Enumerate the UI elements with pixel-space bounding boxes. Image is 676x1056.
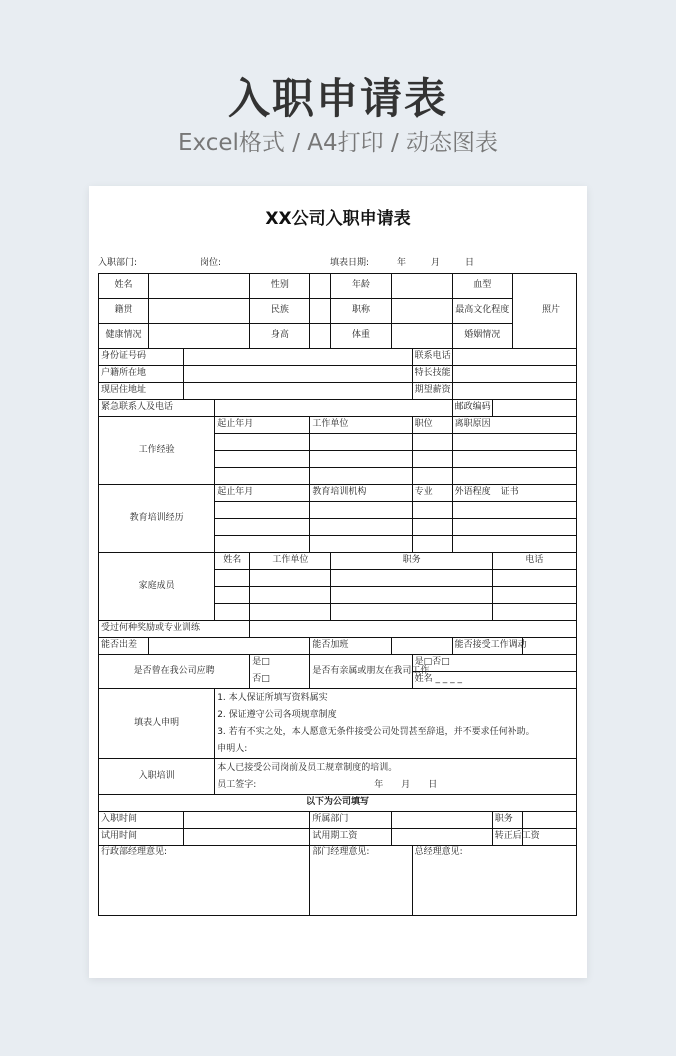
applied-no-option[interactable]: 否□ <box>250 672 310 689</box>
marriage-label: 婚姻情况 <box>452 324 512 349</box>
training-sign-row[interactable] <box>217 777 574 794</box>
table-row <box>99 795 577 812</box>
family-name-cell[interactable] <box>215 570 250 587</box>
salary-field[interactable] <box>452 383 576 400</box>
table-row <box>99 400 577 417</box>
overtime-field[interactable] <box>391 638 452 655</box>
work-job-cell[interactable] <box>412 468 452 485</box>
work-period-cell[interactable] <box>215 468 310 485</box>
month-label: 月 <box>431 258 441 268</box>
ethnic-label: 民族 <box>250 299 310 324</box>
work-unit-cell[interactable] <box>310 451 412 468</box>
training-year: 年 <box>374 780 384 790</box>
family-unit-cell[interactable] <box>250 604 331 621</box>
table-row <box>99 689 577 759</box>
application-form-table <box>98 273 577 916</box>
company-section-header: 以下为公司填写 <box>99 795 577 812</box>
table-row <box>99 324 577 349</box>
trial-pay-field[interactable] <box>391 829 492 846</box>
age-field[interactable] <box>391 274 452 299</box>
entry-time-field[interactable] <box>184 812 310 829</box>
emergency-label: 紧急联系人及电话 <box>99 400 215 417</box>
travel-field[interactable] <box>149 638 310 655</box>
table-row <box>99 759 577 795</box>
declare-line-2: 2. 保证遵守公司各项规章制度 <box>217 710 337 720</box>
edu-period-cell[interactable] <box>215 519 310 536</box>
hukou-field[interactable] <box>184 366 412 383</box>
table-row <box>99 349 577 366</box>
trial-time-label: 试用时间 <box>99 829 184 846</box>
family-phone-cell[interactable] <box>492 604 576 621</box>
family-duty-cell[interactable] <box>331 587 492 604</box>
admin-opinion-field[interactable]: 行政部经理意见: <box>99 846 310 916</box>
edu-lang-cert-header <box>452 485 576 502</box>
dept-field[interactable] <box>391 812 492 829</box>
education-label: 最高文化程度 <box>452 299 512 324</box>
applied-yes-option[interactable]: 是□ <box>250 655 310 672</box>
dept-label: 入职部门: <box>98 258 138 268</box>
hukou-label: 户籍所在地 <box>99 366 184 383</box>
relatives-yes-no-option[interactable]: 是□否□ <box>412 655 576 672</box>
declare-content <box>215 689 577 759</box>
trial-pay-label: 试用期工资 <box>310 829 391 846</box>
table-row <box>99 553 577 570</box>
gender-label: 性别 <box>250 274 310 299</box>
id-number-field[interactable] <box>184 349 412 366</box>
edu-org-cell[interactable] <box>310 502 412 519</box>
trial-time-field[interactable] <box>184 829 310 846</box>
travel-label: 能否出差 <box>99 638 149 655</box>
ethnic-field[interactable] <box>310 299 331 324</box>
leave-reason-header: 离职原因 <box>452 417 576 434</box>
family-phone-cell[interactable] <box>492 570 576 587</box>
family-name-header: 姓名 <box>215 553 250 570</box>
edu-org-cell[interactable] <box>310 519 412 536</box>
edu-period-cell[interactable] <box>215 536 310 553</box>
edu-org-cell[interactable] <box>310 536 412 553</box>
transfer-label: 能否接受工作调动 <box>452 638 522 655</box>
family-phone-cell[interactable] <box>492 587 576 604</box>
edu-lang-cell[interactable] <box>452 536 576 553</box>
work-period-header: 起止年月 <box>215 417 310 434</box>
gm-opinion-field[interactable]: 总经理意见: <box>412 846 576 916</box>
overtime-label: 能否加班 <box>310 638 391 655</box>
age-label: 年龄 <box>331 274 391 299</box>
relatives-name-field[interactable]: 姓名 _ _ _ _ <box>412 672 576 689</box>
table-row <box>99 299 577 324</box>
weight-label: 体重 <box>331 324 391 349</box>
work-unit-header: 工作单位 <box>310 417 412 434</box>
awards-field[interactable] <box>250 621 577 638</box>
name-label: 姓名 <box>99 274 149 299</box>
form-header-row <box>98 255 578 269</box>
awards-label: 受过何种奖励或专业训练 <box>99 621 250 638</box>
training-sign: 员工签字: <box>217 780 257 790</box>
emergency-field[interactable] <box>215 400 452 417</box>
position-label: 岗位: <box>200 258 222 268</box>
work-period-cell[interactable] <box>215 434 310 451</box>
postcode-field[interactable] <box>492 400 576 417</box>
address-label: 现居住地址 <box>99 383 184 400</box>
family-name-cell[interactable] <box>215 604 250 621</box>
relatives-label: 是否有亲属或朋友在我司工作 <box>310 655 412 689</box>
duty-label: 职务 <box>492 812 522 829</box>
leave-reason-cell[interactable] <box>452 434 576 451</box>
hero-subtitle: Excel格式 / A4打印 / 动态图表 <box>177 130 499 156</box>
training-day: 日 <box>428 780 438 790</box>
id-number-label: 身份证号码 <box>99 349 184 366</box>
training-text: 本人已接受公司岗前及员工规章制度的培训。 <box>217 763 398 773</box>
blood-label: 血型 <box>452 274 512 299</box>
address-field[interactable] <box>184 383 412 400</box>
table-row <box>99 655 577 672</box>
declare-line-3: 3. 若有不实之处，本人愿意无条件接受公司处罚甚至辞退，并不要求任何补助。 <box>217 727 535 737</box>
family-unit-header: 工作单位 <box>250 553 331 570</box>
edu-major-cell[interactable] <box>412 536 452 553</box>
training-label: 入职培训 <box>99 759 215 795</box>
table-row <box>99 274 577 299</box>
declare-line-1: 1. 本人保证所填写资料属实 <box>217 693 328 703</box>
skills-label: 特长技能 <box>412 366 452 383</box>
table-row <box>99 812 577 829</box>
edu-major-header: 专业 <box>412 485 452 502</box>
postcode-label: 邮政编码 <box>452 400 492 417</box>
dept-label: 所属部门 <box>310 812 391 829</box>
fill-date-label: 填表日期: <box>330 258 370 268</box>
edu-lang-cell[interactable] <box>452 502 576 519</box>
work-period-cell[interactable] <box>215 451 310 468</box>
table-row <box>99 485 577 502</box>
native-label: 籍贯 <box>99 299 149 324</box>
dept-opinion-field[interactable]: 部门经理意见: <box>310 846 412 916</box>
year-label: 年 <box>397 258 407 268</box>
table-row <box>99 417 577 434</box>
transfer-field[interactable] <box>522 638 576 655</box>
health-label: 健康情况 <box>99 324 149 349</box>
regular-pay-label: 转正后工资 <box>492 829 522 846</box>
name-field[interactable] <box>149 274 250 299</box>
edu-org-header: 教育培训机构 <box>310 485 412 502</box>
form-title: XX公司入职申请表 <box>265 209 411 229</box>
edu-period-cell[interactable] <box>215 502 310 519</box>
family-section-label: 家庭成员 <box>99 553 215 621</box>
leave-reason-cell[interactable] <box>452 468 576 485</box>
family-duty-cell[interactable] <box>331 604 492 621</box>
work-job-cell[interactable] <box>412 451 452 468</box>
family-name-cell[interactable] <box>215 587 250 604</box>
native-field[interactable] <box>149 299 250 324</box>
height-label: 身高 <box>250 324 310 349</box>
skills-field[interactable] <box>452 366 576 383</box>
leave-reason-cell[interactable] <box>452 451 576 468</box>
declare-label: 填表人申明 <box>99 689 215 759</box>
height-field[interactable] <box>310 324 331 349</box>
photo-box[interactable]: 照片 <box>512 274 576 349</box>
gender-field[interactable] <box>310 274 331 299</box>
edu-section-label: 教育培训经历 <box>99 485 215 553</box>
title-rank-label: 职称 <box>331 299 391 324</box>
family-duty-cell[interactable] <box>331 570 492 587</box>
weight-field[interactable] <box>391 324 452 349</box>
edu-lang-cell[interactable] <box>452 519 576 536</box>
declare-sign[interactable]: 申明人: <box>217 744 248 754</box>
table-row <box>99 383 577 400</box>
phone-label: 联系电话 <box>412 349 452 366</box>
work-unit-cell[interactable] <box>310 434 412 451</box>
work-job-header: 职位 <box>412 417 452 434</box>
family-phone-header: 电话 <box>492 553 576 570</box>
work-unit-cell[interactable] <box>310 468 412 485</box>
edu-major-cell[interactable] <box>412 519 452 536</box>
work-job-cell[interactable] <box>412 434 452 451</box>
training-month: 月 <box>401 780 411 790</box>
edu-lang-header: 外语程度 <box>454 487 491 498</box>
work-section-label: 工作经验 <box>99 417 215 485</box>
family-unit-cell[interactable] <box>250 570 331 587</box>
family-unit-cell[interactable] <box>250 587 331 604</box>
table-row <box>99 638 577 655</box>
duty-field[interactable] <box>522 812 576 829</box>
form-sheet <box>89 186 587 978</box>
edu-period-header: 起止年月 <box>215 485 310 502</box>
table-row <box>99 829 577 846</box>
salary-label: 期望薪资 <box>412 383 452 400</box>
phone-field[interactable] <box>452 349 576 366</box>
hero-title: 入职申请表 <box>227 74 448 123</box>
edu-major-cell[interactable] <box>412 502 452 519</box>
training-content <box>215 759 577 795</box>
health-field[interactable] <box>149 324 250 349</box>
day-label: 日 <box>465 258 475 268</box>
title-rank-field[interactable] <box>391 299 452 324</box>
table-row <box>99 621 577 638</box>
table-row <box>99 366 577 383</box>
applied-label: 是否曾在我公司应聘 <box>99 655 250 689</box>
edu-cert-header: 证书 <box>500 487 519 498</box>
family-duty-header: 职务 <box>331 553 492 570</box>
table-row <box>99 846 577 916</box>
entry-time-label: 入职时间 <box>99 812 184 829</box>
